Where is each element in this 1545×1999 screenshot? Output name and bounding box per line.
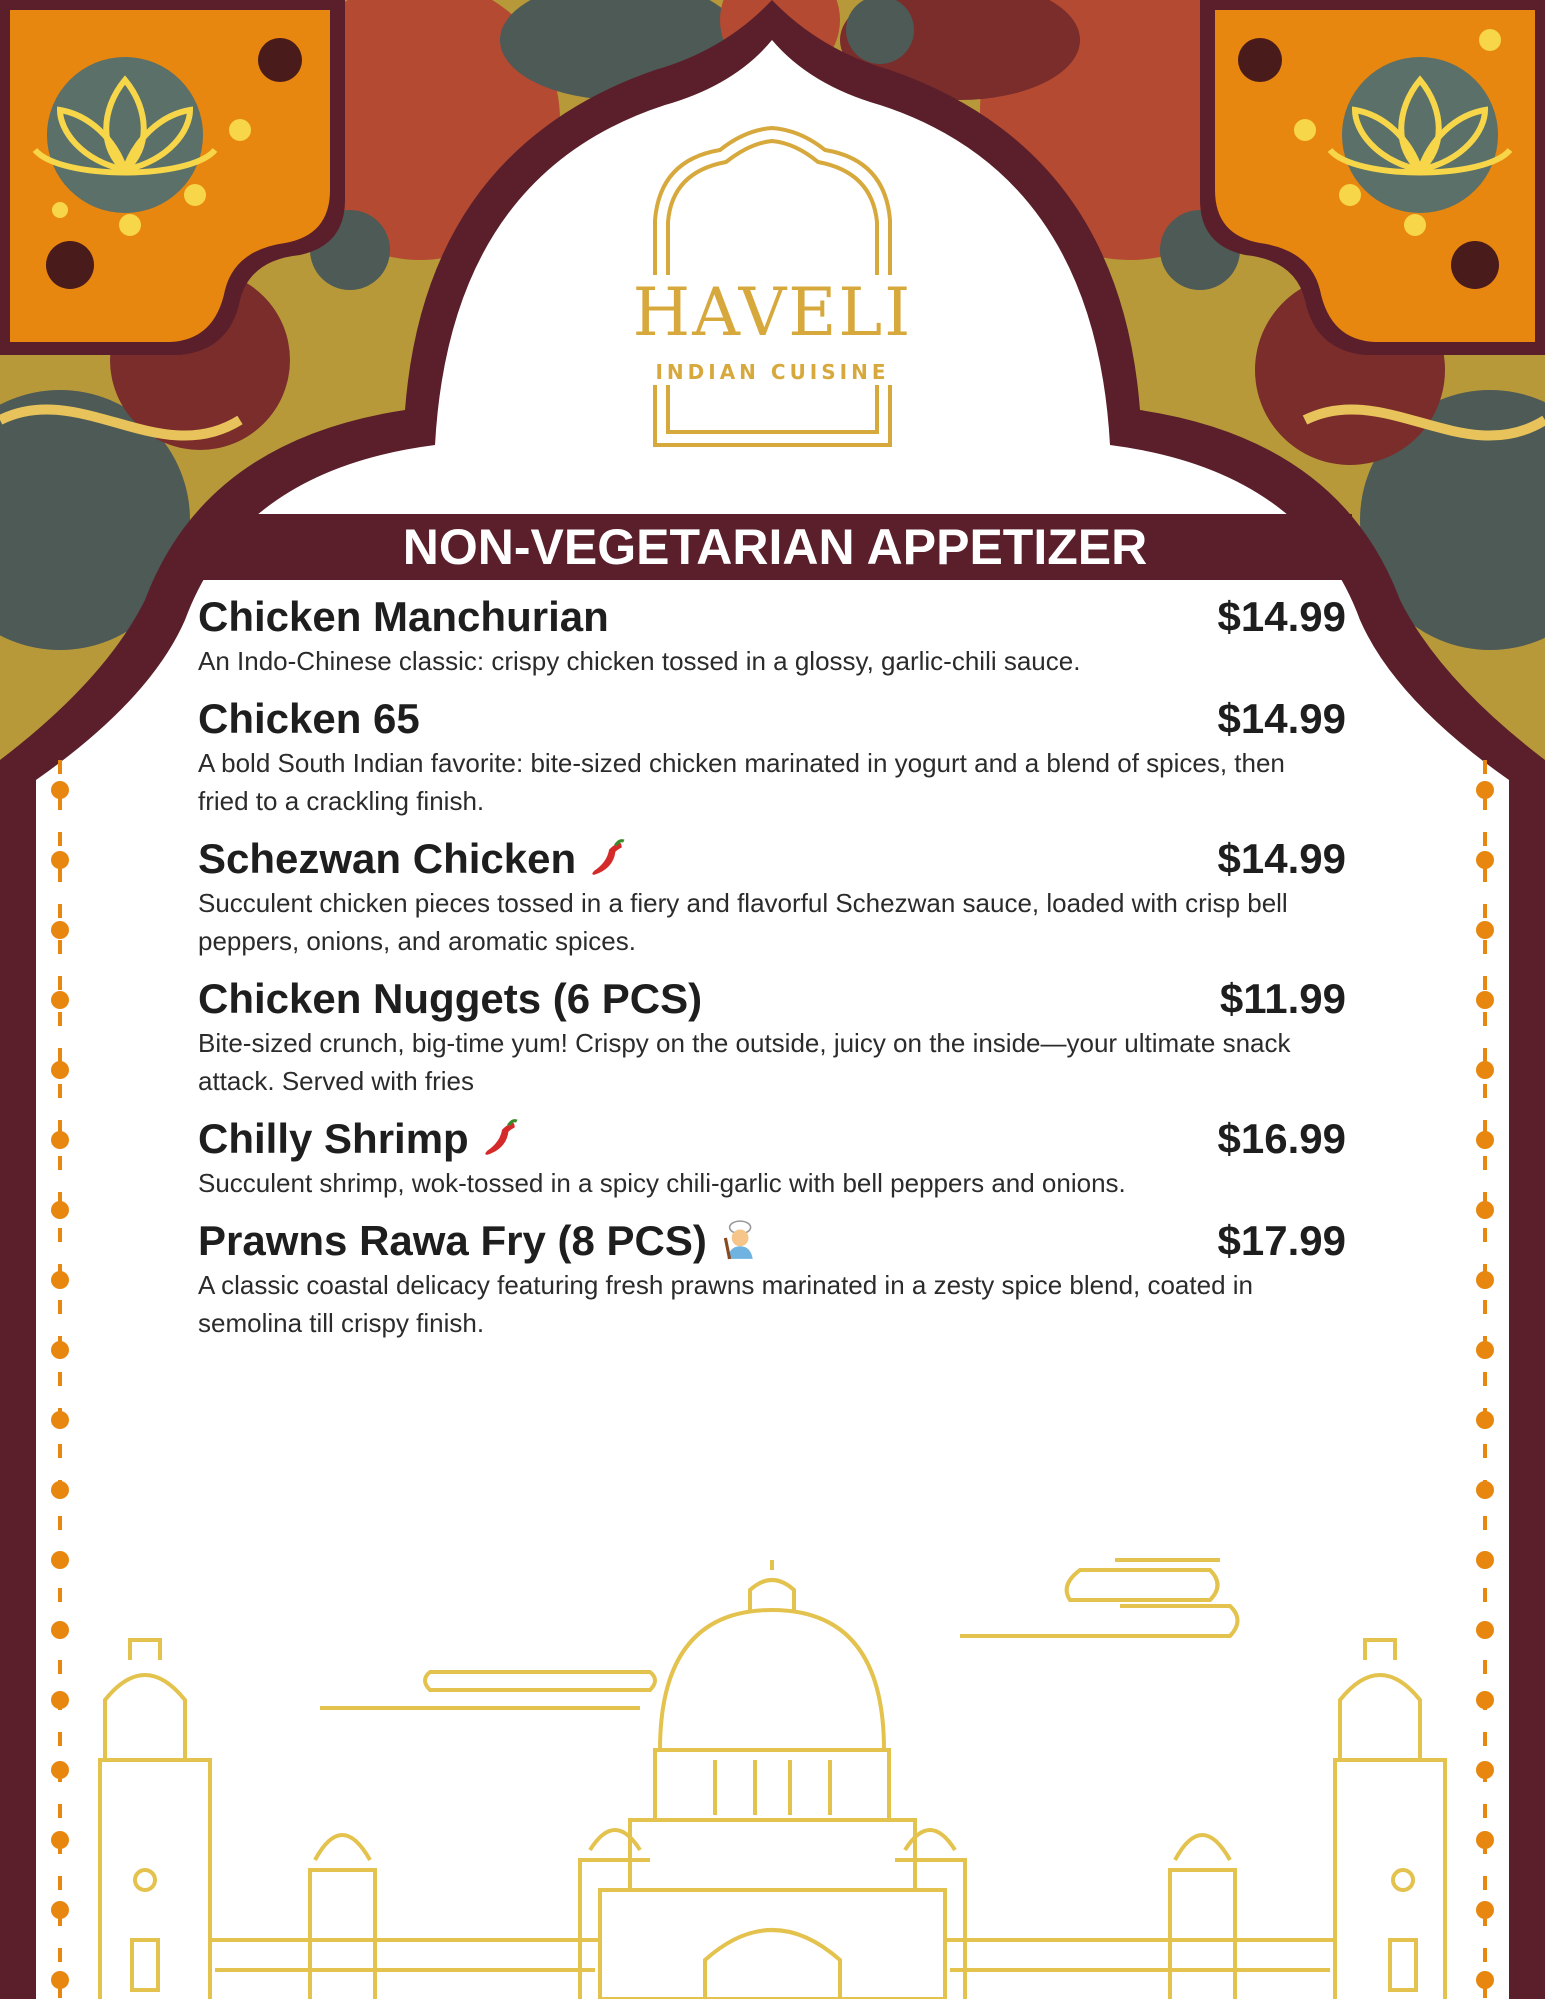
menu-item-name: Chilly Shrimp: [198, 1114, 521, 1164]
section-title: NON-VEGETARIAN APPETIZER: [198, 514, 1352, 580]
menu-item: [198, 974, 1346, 1100]
menu-item-name: Chicken Manchurian: [198, 593, 609, 640]
chef-icon: [717, 1219, 759, 1261]
menu-item-name: Chicken 65: [198, 695, 420, 742]
menu-item-name: Schezwan Chicken: [198, 834, 628, 884]
menu-item-description: An Indo-Chinese classic: crispy chicken tossed in a glossy, garlic-chili sauce.: [198, 646, 1081, 676]
menu-item: [198, 834, 1346, 960]
menu-item-name: Chicken Nuggets (6 PCS): [198, 975, 703, 1022]
menu-item-price: $16.99: [1217, 1115, 1346, 1162]
menu-items: [198, 592, 1346, 1356]
menu-item: [198, 592, 1346, 680]
menu-item-description: A classic coastal delicacy featuring fresh prawns marinated in a zesty spice blend, coated in semolina till crispy finish.: [198, 1270, 1253, 1338]
menu-item-price: $17.99: [1217, 1217, 1346, 1264]
restaurant-name: HAVELI: [632, 274, 913, 351]
restaurant-tagline: INDIAN CUISINE: [655, 360, 890, 384]
menu-item-price: $11.99: [1219, 975, 1346, 1022]
chili-pepper-icon: [479, 1117, 521, 1159]
menu-item-description: Succulent shrimp, wok-tossed in a spicy chili-garlic with bell peppers and onions.: [198, 1168, 1126, 1198]
menu-item-price: $14.99: [1217, 835, 1346, 882]
menu-item-name: Prawns Rawa Fry (8 PCS): [198, 1216, 759, 1266]
menu-item-description: Bite-sized crunch, big-time yum! Crispy on the outside, juicy on the inside—your ultimate snack attack. Served with fries: [198, 1028, 1291, 1096]
menu-item: [198, 1216, 1346, 1342]
menu-item: [198, 1114, 1346, 1202]
menu-item: [198, 694, 1346, 820]
menu-item-price: $14.99: [1217, 593, 1346, 640]
menu-item-price: $14.99: [1217, 695, 1346, 742]
menu-item-description: Succulent chicken pieces tossed in a fiery and flavorful Schezwan sauce, loaded with crisp bell peppers, onions, and aromatic spices.: [198, 888, 1288, 956]
menu-item-description: A bold South Indian favorite: bite-sized chicken marinated in yogurt and a blend of spices, then fried to a crackling finish.: [198, 748, 1285, 816]
chili-pepper-icon: [586, 837, 628, 879]
